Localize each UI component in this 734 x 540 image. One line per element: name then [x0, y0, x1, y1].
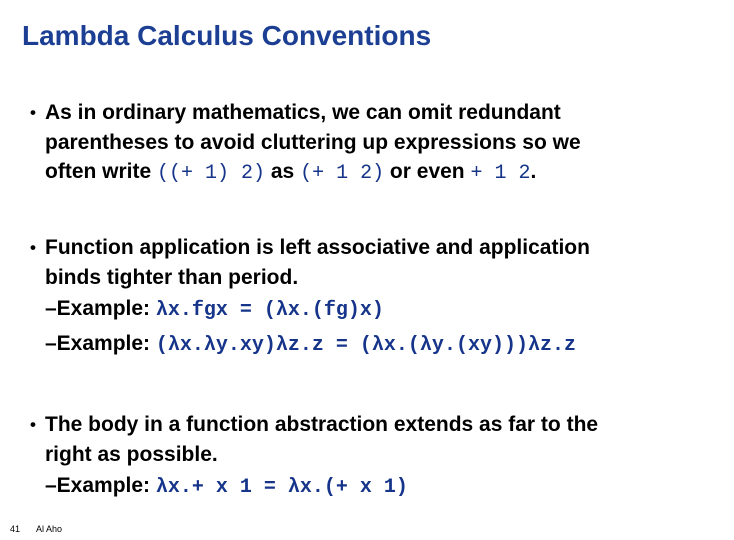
- bullet1-line1: As in ordinary mathematics, we can omit redundant: [45, 101, 561, 124]
- bullet1-as-text: as: [265, 160, 301, 183]
- code-example-plus: λx.+ x 1 = λx.(+ x 1): [155, 476, 408, 499]
- example-label: –Example:: [45, 297, 156, 320]
- code-nested-application: ((+ 1) 2): [157, 162, 266, 185]
- bullet1-period: .: [530, 160, 537, 183]
- slide-title: Lambda Calculus Conventions: [22, 20, 432, 51]
- bullet-dot: •: [30, 415, 36, 434]
- bullet3-line1: The body in a function abstraction extends as far to the: [45, 413, 599, 436]
- code-bare-application: + 1 2: [470, 162, 531, 185]
- bullet1-or-even-text: or even: [384, 160, 471, 183]
- bullet3-line2: right as possible.: [45, 442, 218, 466]
- bullet-left-associative: [28, 233, 590, 362]
- bullet-omit-parentheses: [28, 98, 581, 189]
- example-label: –Example:: [45, 474, 156, 497]
- code-example-xy: (λx.λy.xy)λz.z = (λx.(λy.(xy)))λz.z: [155, 334, 576, 357]
- bullet1-line3-text: often write: [45, 160, 158, 183]
- footer-author: Al Aho: [36, 524, 63, 534]
- bullet2-line2: binds tighter than period.: [45, 265, 299, 289]
- example-label: –Example:: [45, 332, 156, 355]
- bullet-abstraction-body: [28, 410, 598, 504]
- page-number: 41: [10, 524, 21, 534]
- bullet-dot: •: [30, 238, 36, 257]
- bullet-dot: •: [30, 103, 36, 122]
- code-flat-application: (+ 1 2): [300, 162, 385, 185]
- bullet1-line2: parentheses to avoid cluttering up expressions so we: [45, 130, 581, 154]
- code-example-fgx: λx.fgx = (λx.(fg)x): [155, 299, 384, 322]
- bullet2-line1: Function application is left associative and application: [45, 236, 590, 259]
